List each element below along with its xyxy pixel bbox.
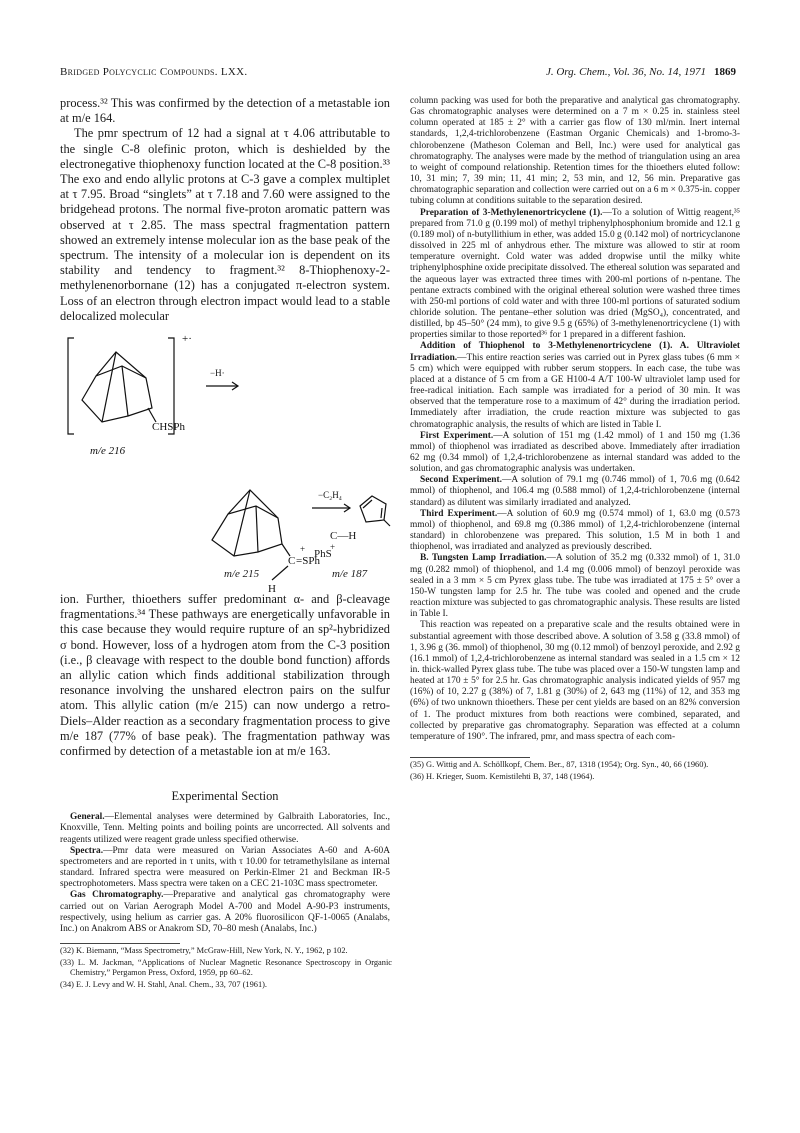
footnote-rule — [410, 757, 530, 758]
paragraph-text: —Preparative and analytical gas chromatography were carried out on Varian Aerograph Model A-700 and Model A-90-P3 instruments, respectively, using helium as carrier gas. A 20% fluorosilicon QF-1-0065 (Analabs, Inc.) on Anakrom ABS or Anakrom SD, 70–80 mesh (Analabs, Inc.) — [60, 890, 390, 934]
ion1-substituent: CHSPh — [152, 421, 186, 434]
paragraph-text: —A solution of 79.1 mg (0.746 mmol) of 1, 70.6 mg (0.642 mmol) of thiophenol, and 106.4 mg (0.588 mmol) of 1,2,4-trichlorobenzene (internal standard) as dilutent was similarly irradiated and analyzed. — [410, 475, 740, 508]
section-heading: Experimental Section — [171, 789, 279, 804]
paragraph-text: —This entire reaction series was carried out in Pyrex glass tubes (6 mm × 5 cm) which were equipped with rubber serum stoppers. In each case, the tube was placed at a distance of 5 cm from a GE H100-4 A/T 100-W ultraviolet lamp used for free-radical initiation. Each sample was irradiated for a period of 30 min. It was observed that the temperature rose to a maximum of 42° during the irradiation period. Immediately after irradiation, the crude reaction mixture was subjected to gas chromatographic analysis, the results of which are listed in Table I. — [410, 352, 740, 430]
paragraph — [60, 890, 390, 935]
footnote: (33) L. M. Jackman, “Applications of Nuclear Magnetic Resonance Spectroscopy in Organic Chemistry,” Pergamon Press, Oxford, 1959, pp 60–62. — [60, 958, 392, 978]
paragraph-text: —A solution of 60.9 mg (0.574 mmol) of 1, 63.0 mg (0.573 mmol) of thiophenol, and 69.8 mg (0.386 mmol) of 1,2,4-trichlorobenzene (internal standard) in chlorobenzene was prepared. This solution, 1.5 M in both 1 and thiophenol, was irradiated and analyzed as previously described. — [410, 508, 740, 553]
paragraph — [410, 208, 740, 342]
ion2-charge: + — [300, 544, 306, 555]
paragraph — [60, 846, 390, 891]
scheme-labels — [60, 330, 390, 581]
paragraph — [410, 431, 740, 476]
paragraph: ion. Further, thioethers suffer predominant α- and β-cleavage fragmentations.³⁴ These pathways are energetically unfavorable in this case because they would require rupture of an sp²-hybridized σ bond. However, loss of a hydrogen atom from the C-3 position (i.e., β cleavage with respect to the double bond function) affords an allylic cation which finds additional stabilization through resonance involving the unshared electron pairs on the sulfur atom. This allylic cation (m/e 215) can now undergo a retro-Diels–Alder reaction as a secondary fragmentation process to give m/e 187 (77% of base peak). The fragmentation pathway was confirmed by detection of a metastable ion at m/e 163. — [60, 592, 390, 759]
run-in-heading: B. Tungsten Lamp Irradiation. — [420, 553, 547, 564]
run-in-heading: General. — [70, 812, 105, 823]
paragraph: The pmr spectrum of 12 had a signal at τ 4.06 attributable to the single C-8 olefinic proton, which is deshielded by the electronegative thiophenoxy function located at the C-8 position.³³ The exo and endo allylic protons at C-3 gave a complex multiplet at τ 7.95. Broad “singlets” at τ 7.18 and 7.60 were assigned to the bridgehead protons. The normal five-proton aromatic pattern was observed at τ 2.85. The mass spectral fragmentation pattern showed an extremely intense molecular ion as the base peak of the spectrum. The intensity of a molecular ion is dependent on its stability and tendency to fragment.³² 8-Thiophenoxy-2-methylenenorbornane (12) has a conjugated π-electron system. Loss of an electron through electron impact would lead to a stable delocalized molecular — [60, 126, 390, 323]
paragraph — [410, 475, 740, 508]
paragraph — [60, 812, 390, 845]
paragraph: column packing was used for both the preparative and analytical gas chromatography. Gas chromatographic analyses were determined on a 7 m × 0.25 in. stainless steel column operated at 185 ± 2° with a carrier gas flow of 130 ml/min. Inert internal standards, 1,2,4-trichlorobenzene (Eastman Organic Chemicals) and 1-bromo-3-chlorobenzene (Matheson Coleman and Bell, Inc.) were used for analytical gas chromatography. The analyses were made by the method of triangulation using an area to weight of compound relationship. Retention times for the thioethers eluted follow: 10, 31 min; 7, 39 min; 11, 41 min; 2, 53 min, and 12, 56 min. Preparative gas chromatographic separation and collection were carried out on a 6 m × 0.375-in. copper tubing column at conditions suitable to the separation desired. — [410, 96, 740, 207]
paragraph — [410, 509, 740, 554]
paragraph — [410, 553, 740, 620]
paragraph-text: —To a solution of Wittig reagent,³⁵ prepared from 71.0 g (0.199 mol) of methyl triphenylphosphonium bromide and 12.1 g (0.189 mol) of n-butyllithium in ether, was added 15.0 g (0.142 mol) of nortricyclanone dissolved in 225 ml of anhydrous ether. The mixture was allowed to stir at room temperature overnight. Cold water was added dropwise until the milky white triphenylphosphine oxide precipitate dissolved. The ethereal solution was separated and the aqueous layer was extracted three times with 200-ml portions of n-pentane. The pentane extracts combined with the original ethereal solution were washed three times with 250-ml portions of cold water and with three 100-ml portions of saturated sodium chloride solution. The pentane–ether solution was dried (MgSO₄), concentrated, and distilled, bp 45–50° (24 mm), to give 9.5 g (65%) of 3-methylenenortricyclene (1) with properties similar to those reported³⁶ for 1 prepared in a different fashion. — [410, 207, 741, 341]
footnote: (34) E. J. Levy and W. H. Stahl, Anal. Chem., 33, 707 (1961). — [60, 980, 268, 990]
run-in-heading: Addition of Thiophenol to 3-Methylenenortricyclene (1). A. Ultraviolet Irradiation. — [410, 341, 740, 363]
right-column — [410, 96, 740, 782]
journal-citation — [546, 66, 736, 78]
footnote: (36) H. Krieger, Suom. Kemistilehti B, 37, 148 (1964). — [410, 772, 595, 782]
ion1-charge: +· — [182, 333, 192, 346]
footnote: (35) G. Wittig and A. Schöllkopf, Chem. Ber., 87, 1318 (1954); Org. Syn., 40, 66 (1960). — [410, 760, 709, 770]
paragraph-text: —Pmr data were measured on Varian Associates A-60 and A-60A spectrometers and are reported in τ units, with τ 10.00 for tetramethylsilane as internal standard. Infrared spectra were measured on Perkin-Elmer 21 and Beckman IR-5 spectrophotometers. Mass spectra were taken on a CEC 21-103C mass spectrometer. — [60, 845, 390, 890]
ion3-ch: C—H — [330, 530, 357, 543]
paragraph-text: —A solution of 151 mg (1.42 mmol) of 1 and 150 mg (1.36 mmol) of thiophenol was irradiated as described above. Immediately after irradiation 62 mg (0.34 mmol) of 1,2,4-trichlorobenzene as internal standard was added to the solution, and gas chromatographic analysis was undertaken. — [410, 430, 740, 475]
run-in-heading: First Experiment. — [420, 430, 494, 441]
paragraph: This reaction was repeated on a preparative scale and the results obtained were in substantial agreement with those described above. A solution of 3.58 g (33.8 mmol) of 1, 3.96 g (36. mmol) of thiophenol, 30 mg (0.12 mmol) of benzoyl peroxide, and 2.92 g (16.1 mmol) of 1,2,4-trichlorobenzene as internal standard was sealed in a 1.5 cm × 12 in. thick-walled Pyrex glass tube. The tube was placed over a 150-W tungsten lamp and heated at 170 ± 5° for 2.5 hr. Gas chromatographic analysis indicated yields of 957 mg (16%) of 10, 2.27 g (38%) of 7, 1.81 g (30%) of 2, 643 mg (11%) of 12, and 353 mg (6%) of two unknown thioethers. These per cent yields are based on an 82% conversion of 1. The product mixtures from both reactions were combined, separated, and collected by preparative gas chromatography. Separation was effected at a column temperature of 190°. The infrared, pmr, and mass spectra of each com- — [410, 620, 740, 742]
ion2-substituent: =SPh — [296, 555, 320, 568]
paragraph-text: —Elemental analyses were determined by Galbraith Laboratories, Inc., Knoxville, Tenn. Melting points and boiling points are uncorrected. All solvents and reagents utilized were reagent grade unless specified otherwise. — [60, 812, 390, 845]
left-column — [60, 96, 390, 990]
ion2-mass: m/e 215 — [224, 568, 260, 581]
run-in-heading: Spectra. — [70, 845, 104, 856]
paragraph — [410, 341, 740, 430]
ion1-mass: m/e 216 — [90, 445, 126, 458]
ion2-hydrogen: H — [268, 583, 276, 596]
series-title: Bridged Polycyclic Compounds. LXX. — [60, 66, 248, 78]
page-number: 1869 — [714, 66, 736, 78]
arrow2-label: −C₂H₄ — [318, 490, 342, 501]
running-header — [60, 66, 736, 84]
footnote-rule — [60, 943, 180, 944]
journal-name: J. Org. Chem., Vol. 36, No. 14, 1971 — [545, 66, 706, 78]
footnotes — [410, 760, 740, 782]
run-in-heading: Second Experiment. — [420, 475, 502, 486]
footnotes — [60, 946, 390, 990]
ion3-charge: + — [330, 542, 336, 553]
ion3-mass: m/e 187 — [332, 568, 368, 581]
ion3-phs: PhS — [314, 548, 332, 561]
run-in-heading: Preparation of 3-Methylenenortricyclene (1). — [420, 207, 603, 218]
footnote: (32) K. Biemann, “Mass Spectrometry,” McGraw-Hill, New York, N. Y., 1962, p 102. — [60, 946, 348, 955]
fragmentation-scheme — [60, 330, 390, 596]
paragraph: process.³² This was confirmed by the detection of a metastable ion at m/e 164. — [60, 96, 390, 126]
paragraph-text: —A solution of 35.2 mg (0.332 mmol) of 1, 31.0 mg (0.282 mmol) of thiophenol, and 1.4 mg (0.006 mmol) of benzoyl peroxide was sealed in a 3 mm × 5 cm Pyrex glass tube. The tube was irradiated at 175 ± 5° over a 150-W tungsten lamp for 2.5 hr. The tube was cooled and opened and the crude reaction mixture was subjected to gas chromatographic analysis. These results are listed in Table I. — [410, 553, 740, 620]
run-in-heading: Gas Chromatography. — [70, 890, 164, 901]
ion2-carbon: C — [288, 555, 296, 568]
run-in-heading: Third Experiment. — [420, 508, 498, 519]
arrow1-label: −H· — [210, 368, 225, 379]
